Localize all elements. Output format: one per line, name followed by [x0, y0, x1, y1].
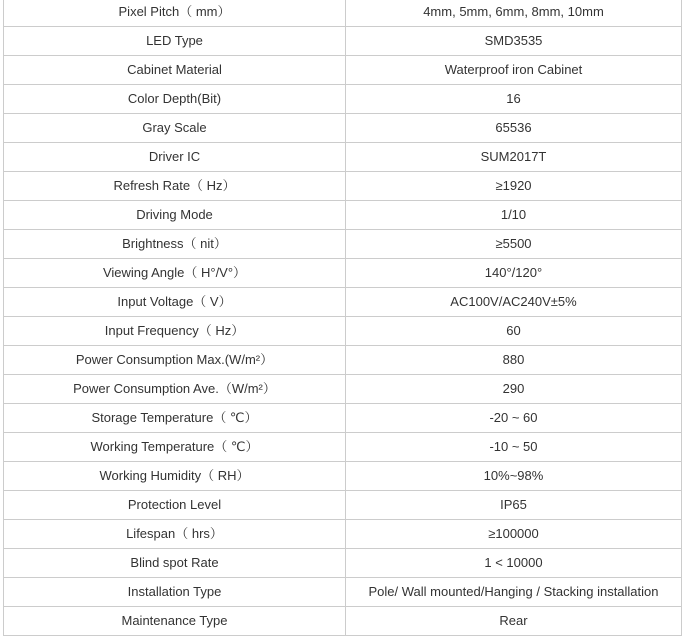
spec-table	[3, 0, 682, 636]
spec-row	[4, 143, 682, 172]
spec-row	[4, 0, 682, 27]
spec-parameter-cell: Working Humidity（ RH）	[4, 462, 346, 491]
spec-value-cell: 65536	[346, 114, 682, 143]
spec-row	[4, 578, 682, 607]
spec-value-cell: AC100V/AC240V±5%	[346, 288, 682, 317]
spec-value-cell: SUM2017T	[346, 143, 682, 172]
spec-value-cell: 60	[346, 317, 682, 346]
spec-parameter-cell: Blind spot Rate	[4, 549, 346, 578]
spec-row	[4, 520, 682, 549]
spec-value-cell: SMD3535	[346, 27, 682, 56]
spec-row	[4, 346, 682, 375]
spec-table-body	[4, 0, 682, 636]
spec-row	[4, 259, 682, 288]
spec-parameter-cell: Installation Type	[4, 578, 346, 607]
spec-value-cell: Rear	[346, 607, 682, 636]
spec-row	[4, 172, 682, 201]
spec-parameter-cell: Brightness（ nit）	[4, 230, 346, 259]
spec-value-cell: 140°/120°	[346, 259, 682, 288]
spec-parameter-cell: Protection Level	[4, 491, 346, 520]
spec-parameter-cell: Cabinet Material	[4, 56, 346, 85]
spec-parameter-cell: Working Temperature（ ℃）	[4, 433, 346, 462]
spec-parameter-cell: Lifespan（ hrs）	[4, 520, 346, 549]
spec-row	[4, 491, 682, 520]
spec-value-cell: 290	[346, 375, 682, 404]
spec-row	[4, 288, 682, 317]
spec-parameter-cell: Input Voltage（ V）	[4, 288, 346, 317]
spec-value-cell: ≥100000	[346, 520, 682, 549]
spec-value-cell: ≥5500	[346, 230, 682, 259]
spec-parameter-cell: Gray Scale	[4, 114, 346, 143]
spec-parameter-cell: Driving Mode	[4, 201, 346, 230]
spec-parameter-cell: Viewing Angle（ H°/V°）	[4, 259, 346, 288]
spec-row	[4, 114, 682, 143]
spec-value-cell: 1 < 10000	[346, 549, 682, 578]
spec-row	[4, 549, 682, 578]
spec-row	[4, 201, 682, 230]
spec-value-cell: 10%~98%	[346, 462, 682, 491]
spec-row	[4, 375, 682, 404]
spec-row	[4, 56, 682, 85]
spec-row	[4, 27, 682, 56]
spec-value-cell: 1/10	[346, 201, 682, 230]
spec-parameter-cell: LED Type	[4, 27, 346, 56]
spec-value-cell: Pole/ Wall mounted/Hanging / Stacking installation	[346, 578, 682, 607]
spec-parameter-cell: Power Consumption Max.(W/m²）	[4, 346, 346, 375]
spec-parameter-cell: Maintenance Type	[4, 607, 346, 636]
spec-row	[4, 85, 682, 114]
spec-row	[4, 404, 682, 433]
spec-parameter-cell: Color Depth(Bit)	[4, 85, 346, 114]
spec-parameter-cell: Refresh Rate（ Hz）	[4, 172, 346, 201]
spec-parameter-cell: Storage Temperature（ ℃）	[4, 404, 346, 433]
spec-value-cell: 16	[346, 85, 682, 114]
spec-row	[4, 433, 682, 462]
spec-row	[4, 607, 682, 636]
spec-parameter-cell: Input Frequency（ Hz）	[4, 317, 346, 346]
spec-parameter-cell: Power Consumption Ave.（W/m²）	[4, 375, 346, 404]
spec-value-cell: -10 ~ 50	[346, 433, 682, 462]
spec-value-cell: -20 ~ 60	[346, 404, 682, 433]
spec-parameter-cell: Driver IC	[4, 143, 346, 172]
spec-value-cell: 880	[346, 346, 682, 375]
spec-row	[4, 462, 682, 491]
spec-value-cell: Waterproof iron Cabinet	[346, 56, 682, 85]
spec-value-cell: ≥1920	[346, 172, 682, 201]
spec-row	[4, 230, 682, 259]
spec-row	[4, 317, 682, 346]
spec-parameter-cell: Pixel Pitch（ mm）	[4, 0, 346, 27]
spec-value-cell: 4mm, 5mm, 6mm, 8mm, 10mm	[346, 0, 682, 27]
spec-value-cell: IP65	[346, 491, 682, 520]
